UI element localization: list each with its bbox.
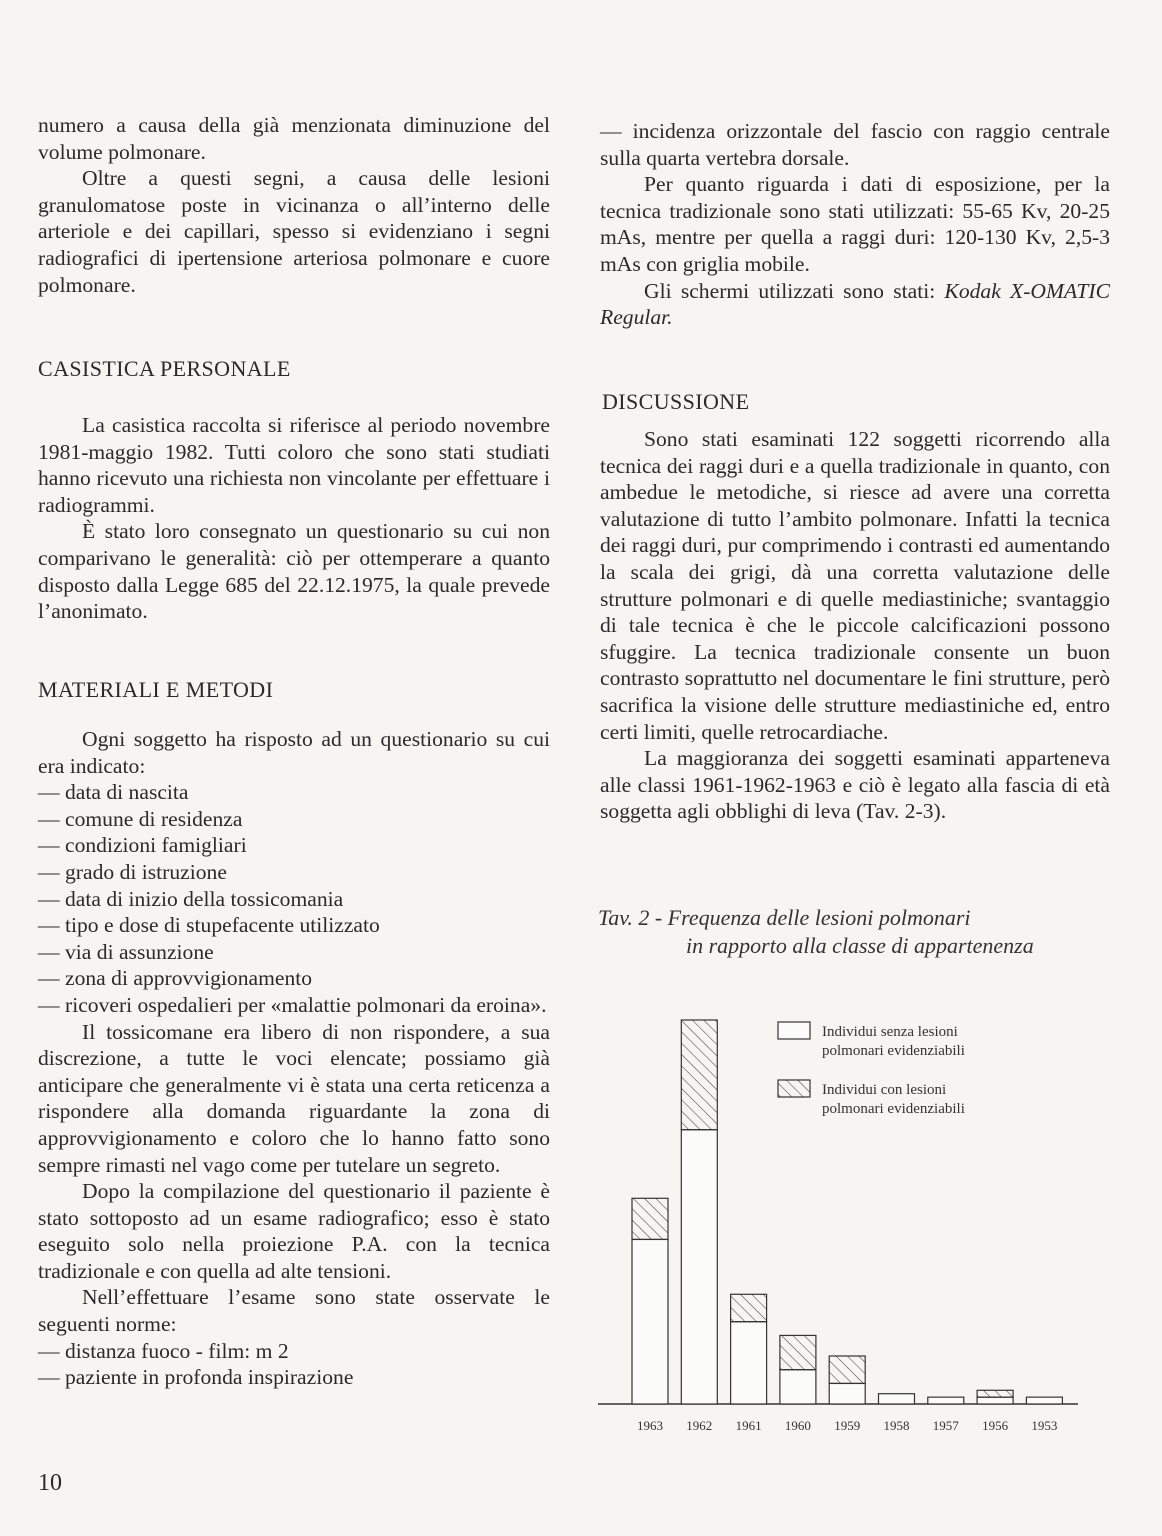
bar-segment-without-lesions	[780, 1370, 816, 1404]
bar-segment-without-lesions	[1026, 1397, 1062, 1404]
x-tick-label: 1963	[637, 1418, 663, 1433]
list-item: — via di assunzione	[38, 939, 550, 966]
x-tick-label: 1958	[883, 1418, 910, 1433]
list-item: — zona di approvvigionamento	[38, 965, 550, 992]
paragraph: numero a causa della già menzionata diminuzione del volume polmonare.	[38, 113, 550, 164]
x-tick-label: 1959	[834, 1418, 861, 1433]
paragraph: Sono stati esaminati 122 soggetti ricorrendo alla tecnica dei raggi duri e a quella tradizionale in quanto, con ambedue le metodiche, si riesce ad avere una corretta valutazione di tutto l’ambito polmonare. Infatti la tecnica dei raggi duri, pur comprimendo i contrasti ed aumentando la scala dei grigi, dà una corretta valutazione delle strutture polmonari e di quelle mediastiniche; svantaggio di tale tecnica è che le piccole calcificazioni possono sfuggire. La tecnica tradizionale consente un buon contrasto soprattutto nel documentare le fini strutture, però sacrifica la visione delle strutture mediastiniche ed, entro certi limiti, quelle retrocardiache.	[600, 427, 1110, 744]
caption-line-2: in rapporto alla classe di appartenenza	[686, 933, 1034, 958]
bar-segment-without-lesions	[977, 1397, 1013, 1404]
list-item: — comune di residenza	[38, 806, 550, 833]
bar-segment-without-lesions	[731, 1322, 767, 1404]
paragraph: Per quanto riguarda i dati di esposizione, per la tecnica tradizionale sono stati utilizzati: 55-65 Kv, 20-25 mAs, mentre per quella a raggi duri: 120-130 Kv, 2,5-3 mAs con griglia mobile.	[600, 172, 1110, 276]
x-tick-label: 1957	[932, 1418, 959, 1433]
list-item: — condizioni famigliari	[38, 832, 550, 859]
legend-label: Individui senza lesioni	[822, 1024, 958, 1040]
paragraph: La casistica raccolta si riferisce al periodo novembre 1981-maggio 1982. Tutti coloro che sono stati studiati hanno ricevuto una richiesta non vincolante per effettuare i radiogrammi.	[38, 413, 550, 517]
x-tick-label: 1960	[784, 1418, 811, 1433]
section-heading-discussione: DISCUSSIONE	[602, 389, 750, 414]
legend-label: polmonari evidenziabili	[822, 1043, 965, 1059]
x-tick-label: 1961	[735, 1418, 762, 1433]
list-item: — incidenza orizzontale del fascio con raggio centrale sulla quarta vertebra dorsale.	[600, 118, 1110, 171]
bar-segment-without-lesions	[681, 1130, 717, 1404]
screens-name: Kodak X-OMATIC Regular.	[600, 278, 1110, 330]
bar-segment-with-lesions	[780, 1335, 816, 1369]
bar-segment-with-lesions	[731, 1294, 767, 1321]
paragraph: Nell’effettuare l’esame sono state osservate le seguenti norme:	[38, 1285, 550, 1337]
section-heading-materiali: MATERIALI E METODI	[38, 677, 274, 702]
bar-segment-with-lesions	[977, 1390, 1013, 1397]
x-tick-label: 1953	[1031, 1418, 1058, 1433]
bar-segment-with-lesions	[632, 1198, 668, 1239]
x-tick-label: 1962	[686, 1418, 713, 1433]
paragraph: Ogni soggetto ha risposto ad un questionario su cui era indicato:	[38, 727, 550, 778]
bar-segment-with-lesions	[829, 1356, 865, 1383]
list-item: — grado di istruzione	[38, 859, 550, 886]
caption-line-1: Tav. 2 - Frequenza delle lesioni polmonari	[598, 905, 971, 930]
list-item: — ricoveri ospedalieri per «malattie polmonari da eroina».	[38, 992, 550, 1019]
paragraph: Oltre a questi segni, a causa delle lesioni granulomatose poste in vicinanza o all’interno delle arteriole e dei capillari, spesso si evidenziano i segni radiografici di ipertensione arteriosa polmonare e cuore polmonare.	[38, 166, 550, 297]
bar-segment-without-lesions	[632, 1239, 668, 1404]
paragraph: La maggioranza dei soggetti esaminati apparteneva alle classi 1961-1962-1963 e ciò è legato alla fascia di età soggetta agli obblighi di leva (Tav. 2-3).	[600, 746, 1110, 824]
section-heading-casistica: CASISTICA PERSONALE	[38, 356, 291, 381]
bar-segment-with-lesions	[681, 1020, 717, 1130]
bar-segment-without-lesions	[829, 1383, 865, 1404]
list-item: — data di nascita	[38, 779, 550, 806]
list-item: — tipo e dose di stupefacente utilizzato	[38, 912, 550, 939]
page-number: 10	[38, 1470, 62, 1496]
legend-swatch-with-lesions	[778, 1080, 810, 1097]
legend-label: Individui con lesioni	[822, 1082, 947, 1098]
paragraph: È stato loro consegnato un questionario su cui non comparivano le generalità: ciò per ottemperare a quanto disposto dalla Legge 685 del 22.12.1975, la quale prevede l’anonimato.	[38, 519, 550, 624]
list-item: — paziente in profonda inspirazione	[38, 1364, 550, 1391]
list-item: — distanza fuoco - film: m 2	[38, 1338, 550, 1365]
legend-label: polmonari evidenziabili	[822, 1101, 965, 1117]
paragraph: Dopo la compilazione del questionario il paziente è stato sottoposto ad un esame radiografico; esso è stato eseguito solo nella proiezione P.A. con la tecnica tradizionale e con quella ad alte tensioni.	[38, 1179, 550, 1283]
bar-segment-without-lesions	[879, 1394, 915, 1404]
x-tick-label: 1956	[982, 1418, 1009, 1433]
screens-prefix: Gli schermi utilizzati sono stati:	[644, 278, 945, 303]
list-item: — data di inizio della tossicomania	[38, 886, 550, 913]
paragraph: Il tossicomane era libero di non rispondere, a sua discrezione, a tutte le voci elencate; possiamo già anticipare che generalmente vi è stata una certa reticenza a rispondere alla domanda riguardante la zona di approvvigionamento e coloro che lo hanno fatto sono sempre rimasti nel vago come per tutelare un segreto.	[38, 1019, 550, 1177]
bar-segment-without-lesions	[928, 1397, 964, 1404]
legend-swatch-without-lesions	[778, 1022, 810, 1039]
